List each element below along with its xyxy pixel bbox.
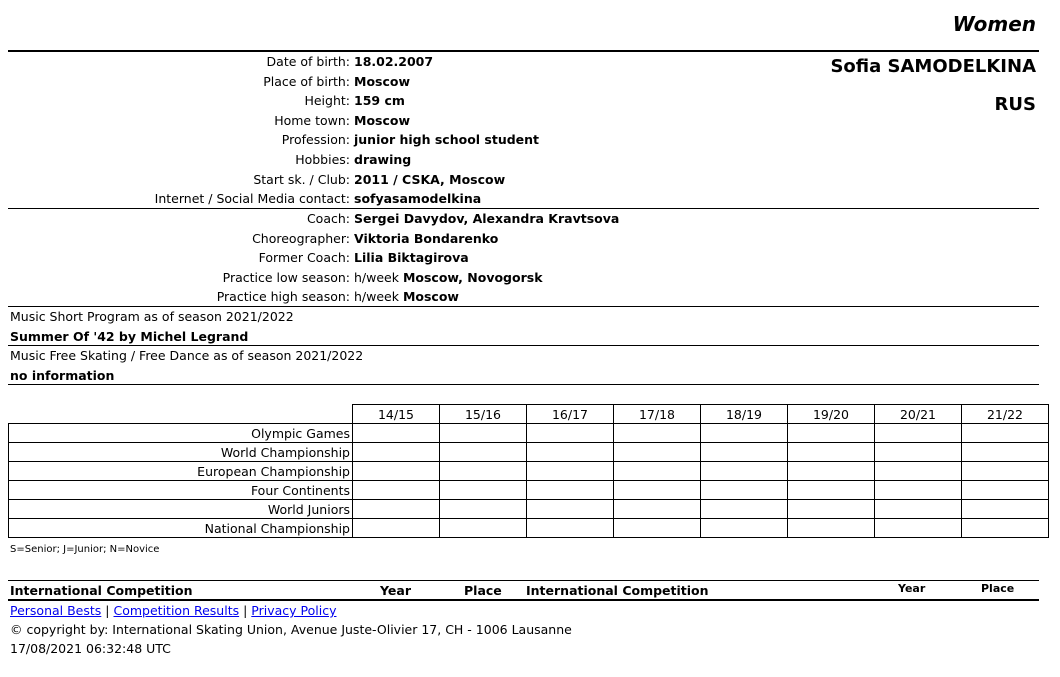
divider [8,384,1039,385]
coaching-section [8,209,1039,307]
event-row [9,481,1049,500]
music-free-label: Music Free Skating / Free Dance as of season 2021/2022 [10,348,364,363]
athlete-name: Sofia SAMODELKINA [830,56,1036,77]
season-header: 20/21 [875,405,962,424]
copyright: © copyright by: International Skating Union, Avenue Juste-Olivier 17, CH - 1006 Lausanne [10,622,572,637]
event-row [9,443,1049,462]
category-title: Women [952,12,1036,36]
event-name: World Juniors [9,500,353,519]
empty-cell [9,405,353,424]
season-header: 17/18 [614,405,701,424]
intl-competition-header-2: International Competition [526,583,709,598]
personal-bests-link[interactable]: Personal Bests [10,603,102,618]
practice-high-row: Practice high season: h/week Moscow [216,289,459,305]
season-header: 14/15 [353,405,440,424]
coach-row: Coach: Sergei Davydov, Alexandra Kravtsova [306,211,620,226]
event-name: World Championship [9,443,353,462]
divider [8,580,1039,581]
bio-row-home-town: Home town: Moscow [274,112,411,128]
event-row [9,424,1049,443]
season-header: 16/17 [527,405,614,424]
season-header: 18/19 [701,405,788,424]
practice-low-row: Practice low season: h/week Moscow, Novogorsk [222,269,543,285]
divider [8,599,1039,601]
timestamp: 17/08/2021 06:32:48 UTC [10,641,171,656]
footer-links [10,603,336,618]
bio-row-club: Start sk. / Club: 2011 / CSKA, Moscow [253,171,506,187]
event-name: National Championship [9,519,353,538]
bio-row-hobbies: Hobbies: drawing [295,151,412,167]
season-header-row [9,405,1049,424]
intl-year-header-2: Year [898,582,926,595]
intl-competition-header: International Competition [10,583,193,598]
athlete-nation: RUS [994,94,1036,115]
bio-section [8,52,1039,209]
intl-place-header-2: Place [981,582,1015,595]
legend: S=Senior; J=Junior; N=Novice [10,544,160,555]
intl-place-header: Place [464,583,502,598]
bio-row-place-of-birth: Place of birth: Moscow [263,73,411,89]
event-row [9,462,1049,481]
event-name: Olympic Games [9,424,353,443]
bio-row-date-of-birth: Date of birth: 18.02.2007 [266,54,434,69]
music-short-value: Summer Of '42 by Michel Legrand [10,329,249,344]
event-name: Four Continents [9,481,353,500]
event-name: European Championship [9,462,353,481]
music-short-label: Music Short Program as of season 2021/2022 [10,309,294,324]
intl-year-header: Year [380,583,411,598]
bio-row-profession: Profession: junior high school student [281,132,540,148]
season-header: 19/20 [788,405,875,424]
link-separator: | [243,603,248,618]
privacy-policy-link[interactable]: Privacy Policy [251,603,337,618]
link-separator: | [105,603,110,618]
former-coach-row: Former Coach: Lilia Biktagirova [258,250,469,266]
season-header: 15/16 [440,405,527,424]
bio-row-height: Height: 159 cm [304,93,405,109]
event-row [9,500,1049,519]
music-free-value: no information [10,368,115,383]
season-header: 21/22 [962,405,1049,424]
event-row [9,519,1049,538]
competition-results-link[interactable]: Competition Results [113,603,240,618]
choreographer-row: Choreographer: Viktoria Bondarenko [252,230,499,246]
bio-row-social-media: Internet / Social Media contact: sofyasamodelkina [154,191,482,207]
results-table [8,404,1049,538]
